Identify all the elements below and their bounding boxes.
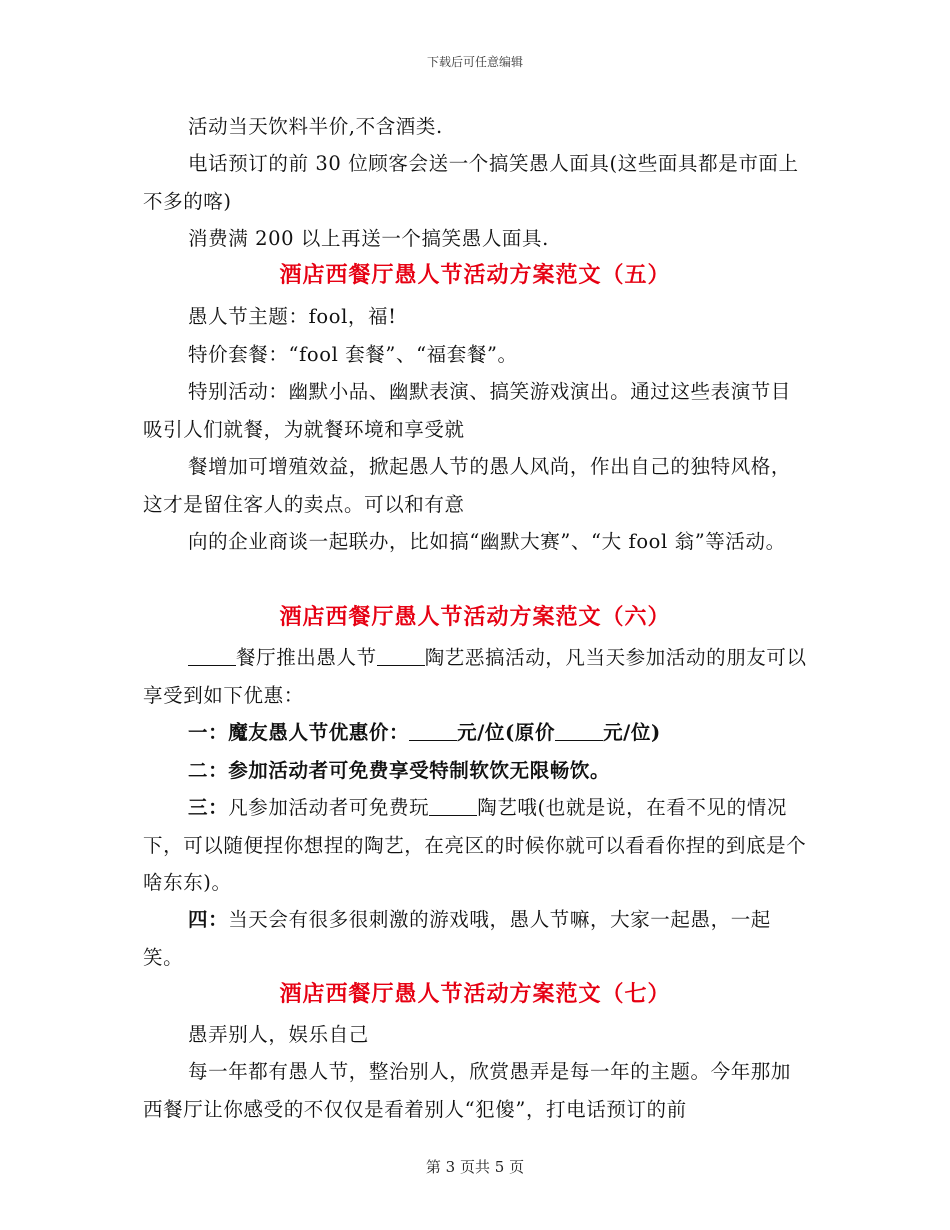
item-four-text: 当天会有很多很刺激的游戏哦，愚人节嘛，大家一起愚，一起笑。 [143, 908, 771, 969]
item-one-text-b: 元/位(原价 [457, 721, 556, 744]
item-four-label: 四： [188, 908, 229, 931]
paragraph-pottery-intro [143, 639, 807, 714]
paragraph-special-set: 特价套餐：“fool 套餐”、“福套餐”。 [188, 343, 518, 366]
paragraph-drinks-half-price: 活动当天饮料半价,不含酒类. [188, 115, 443, 138]
page-header: 下载后可任意编辑 [426, 55, 523, 69]
paragraph-theme: 愚人节主题：fool，福! [188, 305, 397, 328]
paragraph-every-year: 每一年都有愚人节，整治别人，欣赏愚弄是每一年的主题。今年那加西餐厅让你感受的不仅仅是看着别人“犯傻”，打电话预订的前 [143, 1060, 792, 1121]
item-two-drinks: 二：参加活动者可免费享受特制软饮无限畅饮。 [188, 759, 611, 782]
item-three-pottery [143, 789, 807, 902]
pottery-intro-text-b: 陶艺恶搞活动，凡当天参加活动的朋友可以享受到如下优惠： [143, 646, 807, 707]
paragraph-value-added: 餐增加可增殖效益，掀起愚人节的愚人风尚，作出自己的独特风格，这才是留住客人的卖点。可以和有意 [143, 455, 792, 516]
blank-field [188, 647, 236, 666]
blank-field [377, 647, 425, 666]
blank-field [555, 722, 603, 741]
item-one-price [143, 714, 807, 752]
blank-field [409, 722, 457, 741]
section-title-seven: 酒店西餐厅愚人节活动方案范文（七） [279, 981, 671, 1007]
item-three-text-b: 陶艺哦(也就是说，在看不见的情况下，可以随便捏你想捏的陶艺，在亮区的时候你就可以看看你捏的到底是个啥东东)。 [143, 796, 807, 894]
item-four-games [143, 901, 807, 976]
paragraph-joint-event: 向的企业商谈一起联办，比如搞“幽默大赛”、“大 fool 翁”等活动。 [188, 530, 786, 553]
blank-field [429, 797, 477, 816]
pottery-intro-text-a: 餐厅推出愚人节 [236, 646, 377, 669]
paragraph-spend-200-mask: 消费满 200 以上再送一个搞笑愚人面具. [188, 227, 549, 250]
item-three-text-a: 凡参加活动者可免费玩 [228, 796, 430, 819]
item-one-text-a: 一：魔友愚人节优惠价： [188, 721, 410, 744]
page-footer: 第 3 页共 5 页 [425, 1158, 525, 1176]
paragraph-fool-others: 愚弄别人，娱乐自己 [188, 1023, 369, 1046]
section-title-six: 酒店西餐厅愚人节活动方案范文（六） [279, 604, 671, 630]
item-three-label: 三： [188, 796, 229, 819]
paragraph-phone-booking-mask: 电话预订的前 30 位顾客会送一个搞笑愚人面具(这些面具都是市面上不多的喀) [143, 152, 799, 213]
paragraph-special-activities: 特别活动：幽默小品、幽默表演、搞笑游戏演出。通过这些表演节目吸引人们就餐，为就餐环境和享受就 [143, 380, 792, 441]
item-one-text-c: 元/位) [603, 721, 661, 744]
section-title-five: 酒店西餐厅愚人节活动方案范文（五） [279, 262, 671, 288]
